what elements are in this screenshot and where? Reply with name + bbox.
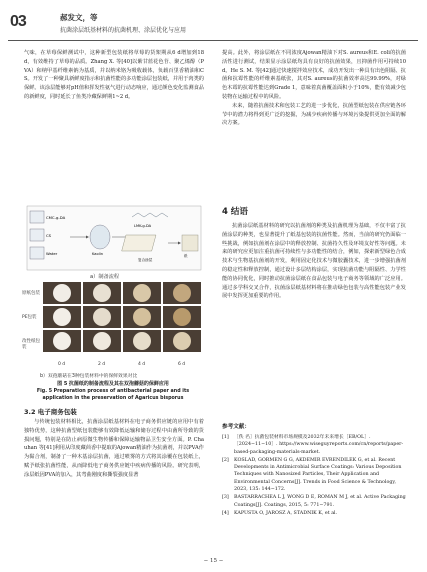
header-rule	[8, 40, 418, 41]
header-title: 抗菌涂层纸基材料的抗菌机理、涂层优化与应用	[60, 27, 187, 34]
beaker-icon	[30, 211, 44, 223]
running-header	[8, 7, 418, 43]
subfigure-b-caption: b）双孢蘑菇在3种包装材料中的保鲜效果对比	[40, 374, 138, 379]
row-label: 原纸包装	[22, 291, 40, 296]
section-3-2-body	[24, 418, 204, 480]
photo-row	[43, 330, 201, 352]
mushroom-photo	[163, 306, 201, 328]
reference-item	[222, 494, 408, 509]
right-paragraph-1	[222, 49, 406, 128]
mushroom-photo	[163, 330, 201, 352]
mushroom-photo	[123, 330, 161, 352]
flow-label-paper: 纸	[184, 254, 188, 258]
day-label: 6 d	[178, 362, 186, 367]
day-label: 2 d	[98, 362, 106, 367]
references-heading: 参考文献：	[222, 424, 250, 430]
figure-caption	[24, 381, 202, 388]
reference-text: ［佚 名］抗菌包装材料市场规模及2032年未来增长［EB/OL］.［2024−11−10］. https://www.wiseguyreports.com/cn/reports/paper-based-packaging-materials-market.	[234, 435, 404, 455]
paper-sheet-icon	[122, 235, 156, 251]
body-text: 未来，随着抗菌技术和包装工艺的进一步优化，抗菌型纸包装在供应链各环节中的潜力将得到更广泛的挖掘，为减少疾病传播与环境污染提供更加全面的解决方案。	[222, 102, 406, 127]
reference-item	[222, 434, 408, 456]
reference-item	[222, 457, 408, 493]
mushroom-photo	[43, 306, 81, 328]
body-text: 提高。此外，将涂层纸在不同浓度Ajowan精油下对S. aureus和E. coli的抗菌活性进行测试，结果显示涂层纸均具有良好的抗菌效果，且抑菌作用可持续10 d。He S. M. 等[42]通过快速搅拌效应技术，成功开发出一种具有出色阻隔、抗菌和抗霉性能的纤维素基纸张，其对S. aureus的抗菌效率高达99.99%，对绿色木霉的抗霉性能达到Grade 1，意味着真菌覆盖面积小于10%，能有效减少包装物在运输过程中的风险。	[222, 50, 406, 100]
figure-label-zh: 图 5	[57, 381, 68, 387]
subfigure-a-caption: a）制备流程	[90, 274, 120, 280]
flow-label-lmk: LMK-g-DA	[134, 224, 152, 228]
left-paragraph-1	[24, 49, 204, 102]
page-footer: − 15 −	[203, 558, 224, 564]
figure-caption-en-block	[24, 389, 202, 403]
photo-row	[43, 306, 201, 328]
header-author: 郝发文，等	[60, 13, 98, 22]
mushroom-photo	[43, 330, 81, 352]
reference-number: [1]	[222, 435, 229, 440]
body-text: 与传统包装材料相比，抗菌涂层纸基材料在电子商务供应链的应用中有着独特优势，这种抗菌型纸包装能够有效降低运输和储存过程中由菌所导致的货损问题，特别是在防止病原微生物传播和保障运输物品卫生安全方面。P. Chauhan 等[41]利用从印度藏茴香中提取的Ajowan精油作为抗菌剂，并以PVA作为黏合剂，制备了一种木基涂层抗菌，通过喷雾的方式将其涂覆在包装纸上，赋予纸张抗菌性能，从而降低电子商务供应链中疾病传播的风险。研究表明，涂层纸因PVA的加入，其弯曲刚度和撕裂强度显著	[24, 419, 204, 478]
reference-number: [4]	[222, 510, 229, 516]
reference-text: BASTARRACHEA L J, WONG D E, ROMAN M J, et al. Active Packaging Coatings[J]. Coatings, 2015, 5: 771−791.	[234, 495, 406, 508]
reference-number: [3]	[222, 495, 229, 501]
issue-number: 03	[10, 13, 26, 30]
section-heading-3-2: 3.2 电子商务包装	[24, 408, 77, 416]
body-text: 抗菌涂层纸基材料的研究以抗菌剂的种类及抗菌机理为基础，不仅丰富了抗菌涂层的种类，也显著提升了纸基包装的抗菌性能。然而，当前的研究仍面临一些挑战，例如抗菌剂在涂层中的释放控制、抗菌持久性及环境友好性等问题。未来的研究应更加注重抗菌可持续性与多功能性的结合，例如，探索新型绿色合成技术与生物基抗菌剂的开发，利用固定化技术与微胶囊技术，进一步增强抗菌剂的稳定性和释放控制，通过设计多层结构涂层，实现抗菌功能与阻隔性、力学性能的协同优化，同时推动抗菌涂层纸在食品包装与电子商务等领域的广泛应用。通过多学科交叉合作，抗菌涂层纸基材料将在推动绿色包装与高性能包装产业发展中发挥更加重要的作用。	[222, 223, 406, 300]
body-text: 气味，在草莓保鲜测试中，这种新型包装纸将草莓的货架期从6 d增加到18 d，有效维持了草莓的品质。Zhang X. 等[40]以紫甘蓝花色苷、聚乙烯醇（PVA）和纳甲基纤维素钠为基质，并以纳米铬为吸收载体，负载百里香精油和CS。开发了一种聚具新鲜度指示和抗菌性能的多功能涂层包装纸，并用于肉类的保鲜。该涂层能够对pH值和挥发性氨气进行动态响应，通过颜色变化监测食品的新鲜度，同时延长了鱼类冷藏保鲜期1~2 d。	[24, 50, 204, 100]
mushroom-photo	[123, 282, 161, 304]
mushroom-photo	[83, 282, 121, 304]
row-label: 改性纸包装	[22, 339, 40, 350]
reference-item	[222, 510, 408, 517]
flow-label-cs: CS	[46, 233, 52, 238]
conclusion-body	[222, 222, 406, 301]
mushroom-photo	[123, 306, 161, 328]
coated-paper-icon	[182, 235, 198, 251]
day-label: 4 d	[138, 362, 146, 367]
row-label: PE包装	[22, 315, 37, 320]
reference-text: KAPUSTA O, JAROSZ A, STADNIK K, et al.	[234, 510, 338, 516]
flow-label-coating: 复合涂层	[138, 258, 153, 262]
flow-label-cmc: CMC-g-DA	[46, 215, 66, 220]
figure-caption-zh: 抗菌纸的制备流程及其在双孢蘑菇的保鲜应用	[68, 381, 169, 387]
flow-label-water: Water	[46, 251, 58, 256]
reference-list	[222, 434, 408, 518]
beaker-icon	[30, 247, 44, 259]
reference-text: KOSLAD, GORMEN G G, AKDEMIR EVRENDILEK G, et al. Recent Developments in Antimicrobial Surface Coatings: Various Deposition Techniques with Nanosized Particles, Their Application and Environmental Concerns[J]. Trends in Food Science & Technology, 2023, 135: 144−172.	[234, 457, 402, 493]
day-label: 0 d	[58, 362, 66, 367]
mushroom-photo	[43, 282, 81, 304]
mushroom-photo	[163, 282, 201, 304]
photo-grid	[43, 282, 201, 354]
photo-row	[43, 282, 201, 304]
reference-number: [2]	[222, 457, 229, 463]
mixing-vessel-icon	[90, 225, 110, 249]
figure-caption-en: Preparation process of antibacterial paper and its application in the preservation of Agaricus bisporus	[42, 389, 190, 401]
section-heading-4: 4 结语	[222, 207, 248, 217]
mushroom-photo	[83, 306, 121, 328]
figure-5a-flow	[26, 205, 202, 271]
figure-label-en: Fig. 5	[36, 389, 53, 394]
mushroom-photo	[83, 330, 121, 352]
flow-label-kaolin: Kaolin	[92, 252, 103, 256]
figure-5b-photos	[22, 282, 204, 370]
flow-diagram	[26, 205, 202, 271]
beaker-icon	[30, 229, 44, 241]
